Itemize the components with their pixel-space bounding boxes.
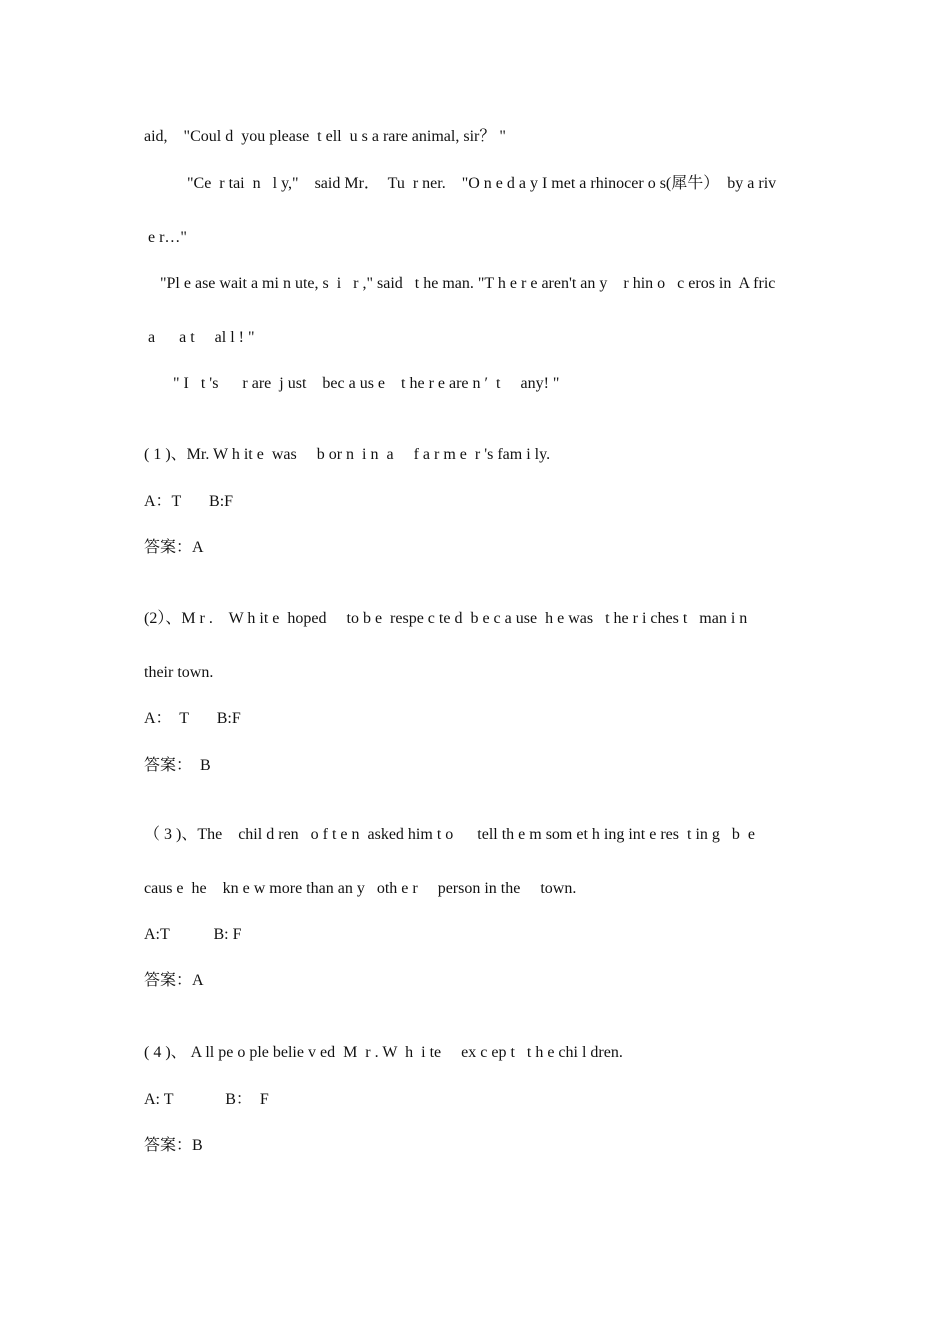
question-text: （ 3 )、The chil d ren o f t e n asked him t o tell th e m som et h ing int e res t in g b e <box>144 826 756 843</box>
question-options: A: T B： F <box>144 1091 269 1108</box>
question-text-continued: their town. <box>144 664 214 681</box>
question-options: A:T B: F <box>144 926 242 943</box>
story-line-4: "Pl e ase wait a mi n ute, s i r ," said t he man. "T h e r e aren't an y r hin o c eros in A fric <box>160 275 776 292</box>
question-options: A：T B:F <box>144 493 234 510</box>
question-text: ( 4 )、 A ll pe o ple belie v ed M r . W h i te ex c ep t t h e chi l dren. <box>144 1044 623 1061</box>
story-line-5: a a t al l ! " <box>144 329 255 346</box>
answer-label: 答案：A <box>144 539 204 556</box>
question-text: (2）、M r . W h it e hoped to b e respe c te d b e c a use h e was t he r i ches t man i n <box>144 610 748 627</box>
story-line-2: "Ce r tai n l y," said Mr． Tu r ner. "O n e d a y I met a rhinocer o s(犀牛） by a riv <box>187 175 777 192</box>
answer-label: 答案：B <box>144 1137 203 1154</box>
story-line-3: e r…" <box>144 229 187 246</box>
answer-label: 答案： B <box>144 757 211 774</box>
question-text-continued: caus e he kn e w more than an y oth e r person in the town. <box>144 880 577 897</box>
question-options: A： T B:F <box>144 710 241 727</box>
answer-label: 答案：A <box>144 972 204 989</box>
story-line-6: " I t 's r are j ust bec a us e t he r e are n ′ t any! " <box>173 375 560 392</box>
story-line-1: aid, "Coul d you please t ell u s a rare animal, sir？ " <box>144 128 506 145</box>
question-text: ( 1 )、Mr. W h it e was b or n i n a f a r m e r 's fam i ly. <box>144 446 551 463</box>
